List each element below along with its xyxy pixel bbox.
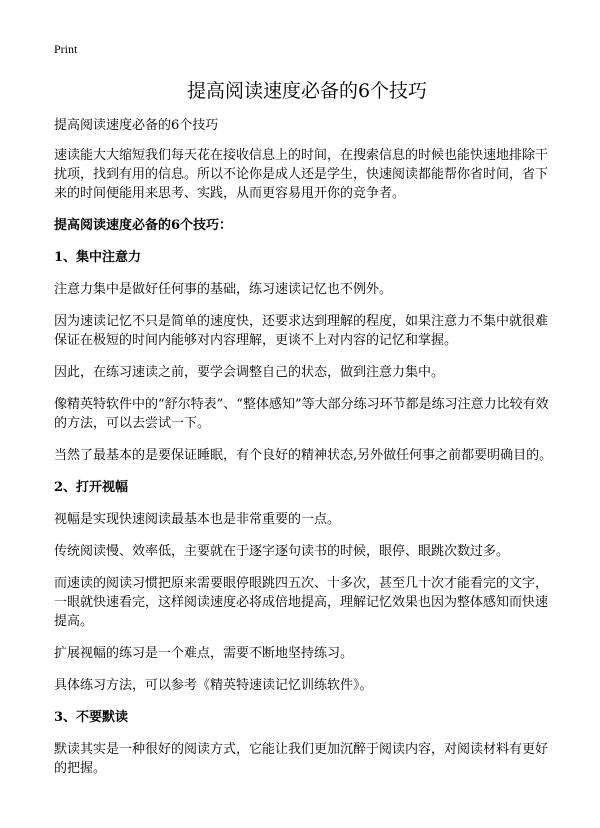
paragraph: 像精英特软件中的“舒尔特表”、“整体感知”等大部分练习环节都是练习注意力比较有效的方法，可以去尝试一下。 <box>54 397 549 431</box>
paragraph: 传统阅读慢、效率低，主要就在于逐字逐句读书的时候，眼停、眼跳次数过多。 <box>54 544 510 559</box>
document-subtitle: 提高阅读速度必备的6个技巧 <box>54 118 219 133</box>
paragraph: 具体练习方法，可以参考《精英特速读记忆训练软件》。 <box>54 678 373 693</box>
paragraph: 因此，在练习速读之前，要学会调整自己的状态，做到注意力集中。 <box>54 365 445 380</box>
section-heading-overview: 提高阅读速度必备的6个技巧： <box>54 218 233 233</box>
paragraph: 默读其实是一种很好的阅读方式，它能让我们更加沉醉于阅读内容，对阅读材料有更好的把握。 <box>54 742 549 776</box>
intro-paragraph: 速读能大大缩短我们每天花在接收信息上的时间，在搜索信息的时候也能快速地排除干扰项，找到有用的信息。所以不论你是成人还是学生，快速阅读都能帮你省时间，省下来的时间便能用来思考、实践，从而更容易甩开你的竞争者。 <box>54 148 549 201</box>
section-heading-2: 2、打开视幅 <box>54 480 129 495</box>
paragraph: 视幅是实现快速阅读最基本也是非常重要的一点。 <box>54 512 341 527</box>
document-title: 提高阅读速度必备的6个技巧 <box>186 80 428 102</box>
print-label: Print <box>54 42 78 56</box>
section-heading-1: 1、集中注意力 <box>54 250 142 265</box>
paragraph: 因为速读记忆不只是简单的速度快，还要求达到理解的程度，如果注意力不集中就很难保证在极短的时间内能够对内容理解，更谈不上对内容的记忆和掌握。 <box>54 314 549 348</box>
paragraph: 当然了最基本的是要保证睡眠，有个良好的精神状态,另外做任何事之前都要明确目的。 <box>54 448 553 463</box>
paragraph: 而速读的阅读习惯把原来需要眼停眼跳四五次、十多次，甚至几十次才能看完的文字，一眼就快速看完，这样阅读速度必将成倍地提高，理解记忆效果也因为整体感知而快速提高。 <box>54 576 549 629</box>
paragraph: 扩展视幅的练习是一个难点，需要不断地坚持练习。 <box>54 646 354 661</box>
paragraph: 注意力集中是做好任何事的基础，练习速读记忆也不例外。 <box>54 282 393 297</box>
section-heading-3: 3、不要默读 <box>54 710 129 725</box>
